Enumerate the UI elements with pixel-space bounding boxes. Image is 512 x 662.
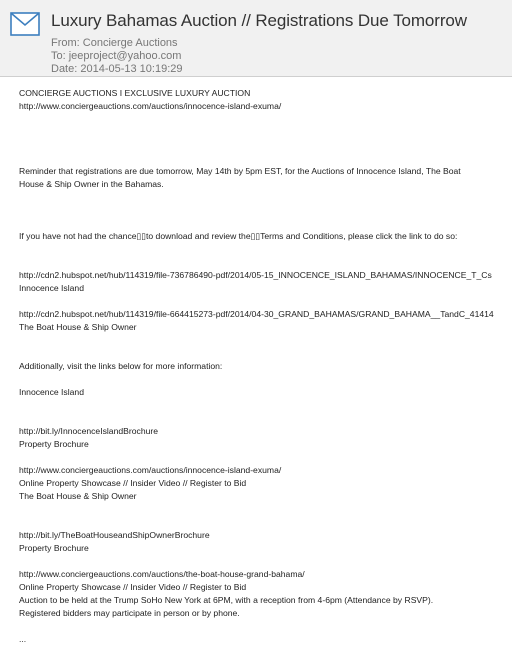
brochure-label-boathouse: Property Brochure — [19, 543, 89, 553]
terms-instruction: If you have not had the chance▯▯to download and review the▯▯Terms and Conditions, please click the link to do so: — [19, 231, 458, 241]
email-body — [19, 87, 512, 646]
reminder-line: House & Ship Owner in the Bahamas. — [19, 179, 164, 189]
auction-details-line: Registered bidders may participate in person or by phone. — [19, 608, 240, 618]
terms-label-boathouse: The Boat House & Ship Owner — [19, 322, 137, 332]
email-from: From: Concierge Auctions — [51, 37, 178, 49]
intro-heading: CONCIERGE AUCTIONS I EXCLUSIVE LUXURY AUCTION — [19, 88, 251, 98]
brochure-link-innocence[interactable]: http://bit.ly/InnocenceIslandBrochure — [19, 426, 159, 436]
site-link-innocence[interactable]: http://www.conciergeauctions.com/auctions/innocence-island-exuma/ — [19, 465, 282, 475]
email-date: Date: 2014-05-13 10:19:29 — [51, 63, 183, 75]
additional-info-line: Additionally, visit the links below for more information: — [19, 361, 223, 371]
section-title-boathouse: The Boat House & Ship Owner — [19, 491, 137, 501]
terms-link-boathouse[interactable]: http://cdn2.hubspot.net/hub/114319/file-664415273-pdf/2014/04-30_GRAND_BAHAMAS/GRAND_BAHAMA__TandC_41414 — [19, 309, 494, 319]
email-subject: Luxury Bahamas Auction // Registrations Due Tomorrow — [51, 11, 467, 30]
terms-label-innocence: Innocence Island — [19, 283, 84, 293]
email-header — [0, 0, 512, 77]
terms-link-innocence[interactable]: http://cdn2.hubspot.net/hub/114319/file-736786490-pdf/2014/05-15_INNOCENCE_ISLAND_BAHAMAS/INNOCENCE_T_Cs — [19, 270, 492, 280]
brochure-link-boathouse[interactable]: http://bit.ly/TheBoatHouseandShipOwnerBrochure — [19, 530, 210, 540]
auction-details-line: Auction to be held at the Trump SoHo New York at 6PM, with a reception from 4-6pm (Attendance by RSVP). — [19, 595, 434, 605]
intro-link[interactable]: http://www.conciergeauctions.com/auctions/innocence-island-exuma/ — [19, 101, 282, 111]
envelope-icon — [10, 12, 40, 36]
showcase-line-boathouse: Online Property Showcase // Insider Video // Register to Bid — [19, 582, 247, 592]
site-link-boathouse[interactable]: http://www.conciergeauctions.com/auctions/the-boat-house-grand-bahama/ — [19, 569, 305, 579]
reminder-line: Reminder that registrations are due tomorrow, May 14th by 5pm EST, for the Auctions of Innocence Island, The Boat — [19, 166, 461, 176]
showcase-line-innocence: Online Property Showcase // Insider Video // Register to Bid — [19, 478, 247, 488]
email-to: To: jeeproject@yahoo.com — [51, 50, 182, 62]
ellipsis: ... — [19, 634, 27, 644]
section-title-innocence: Innocence Island — [19, 387, 84, 397]
brochure-label-innocence: Property Brochure — [19, 439, 89, 449]
